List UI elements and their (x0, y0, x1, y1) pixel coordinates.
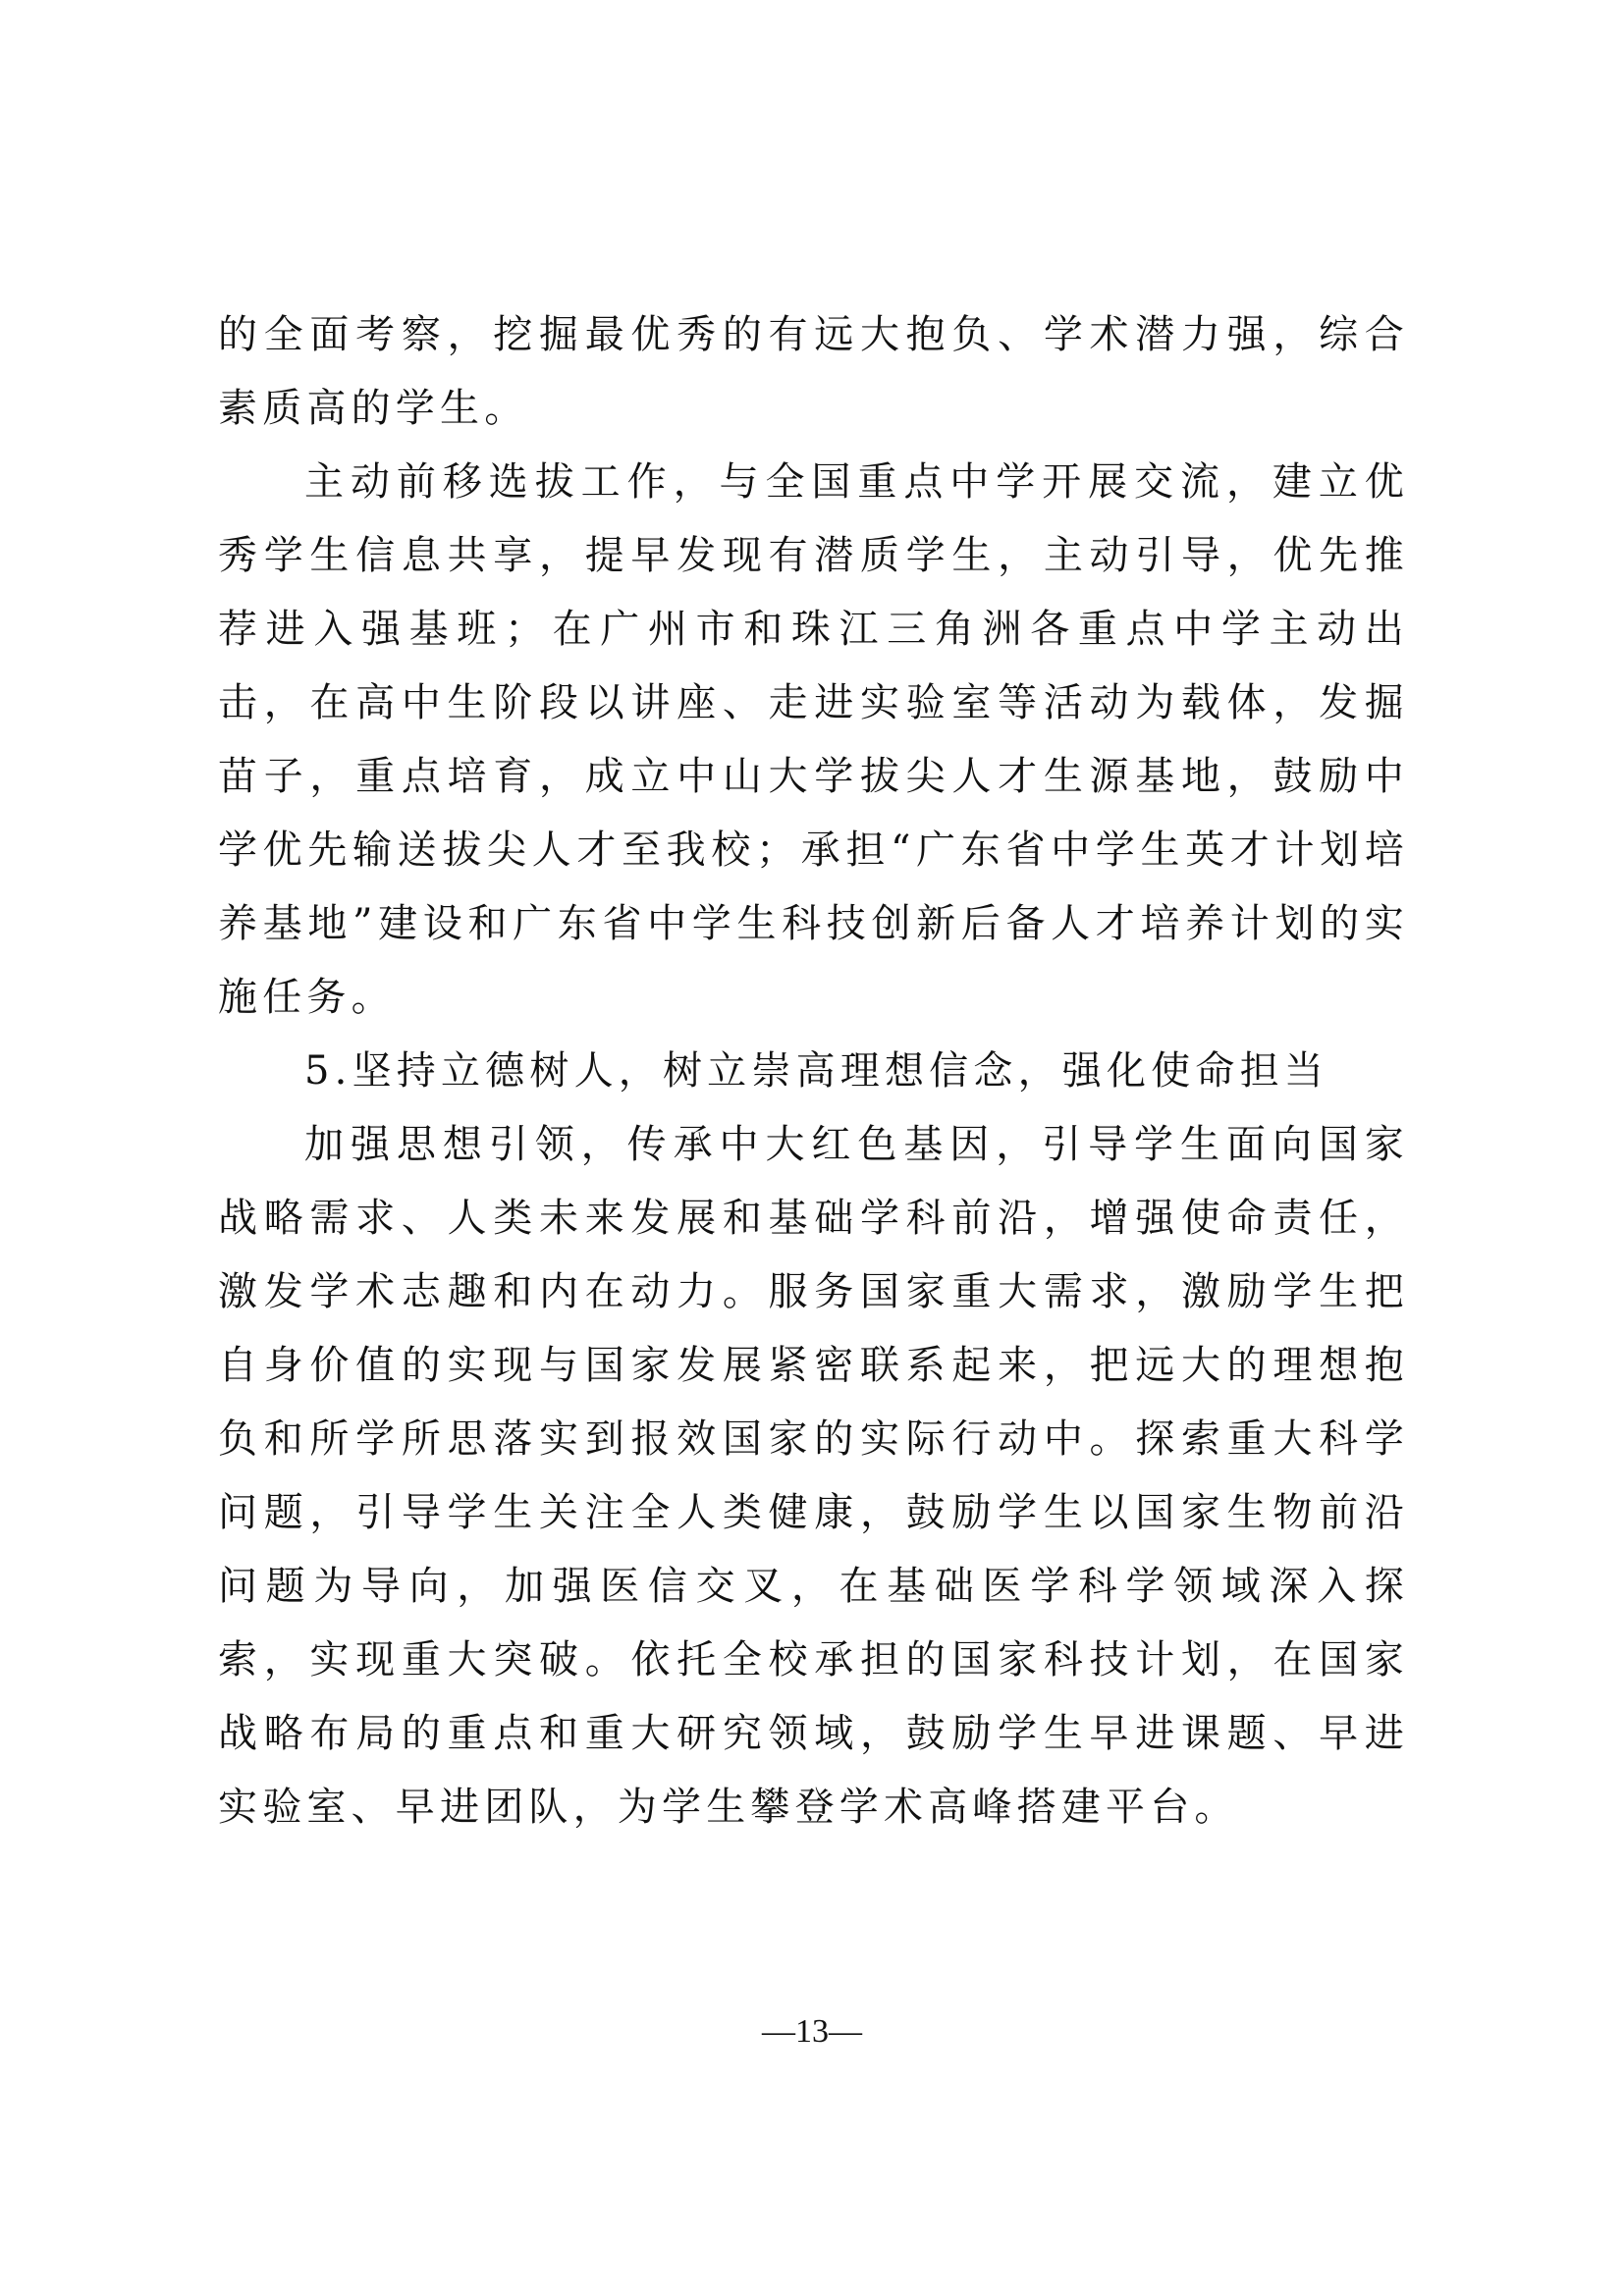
paragraph-recruitment: 主动前移选拔工作，与全国重点中学开展交流，建立优秀学生信息共享，提早发现有潜质学生，主动引导，优先推荐进入强基班；在广州市和珠江三角洲各重点中学主动出击，在高中生阶段以讲座、走进实验室等活动为载体，发掘苗子，重点培育，成立中山大学拔尖人才生源基地，鼓励中学优先输送拔尖人才至我校；承担“广东省中学生英才计划培养基地”建设和广东省中学生科技创新后备人才培养计划的实施任务。 (218, 459, 1409, 1020)
section-heading: 5.坚持立德树人，树立崇高理想信念，强化使命担当 (304, 1048, 1328, 1094)
paragraph-continuation: 的全面考察，挖掘最优秀的有远大抱负、学术潜力强，综合素质高的学生。 (218, 312, 1409, 431)
page-number: —13— (762, 2013, 862, 2050)
paragraph-ideals: 加强思想引领，传承中大红色基因，引导学生面向国家战略需求、人类未来发展和基础学科前沿，增强使命责任，激发学术志趣和内在动力。服务国家重大需求，激励学生把自身价值的实现与国家发展紧密联系起来，把远大的理想抱负和所学所思落实到报效国家的实际行动中。探索重大科学问题，引导学生关注全人类健康，鼓励学生以国家生物前沿问题为导向，加强医信交叉，在基础医学科学领域深入探索，实现重大突破。依托全校承担的国家科技计划，在国家战略布局的重点和重大研究领域，鼓励学生早进课题、早进实验室、早进团队，为学生攀登学术高峰搭建平台。 (218, 1122, 1409, 1830)
body-text (218, 298, 1409, 1844)
